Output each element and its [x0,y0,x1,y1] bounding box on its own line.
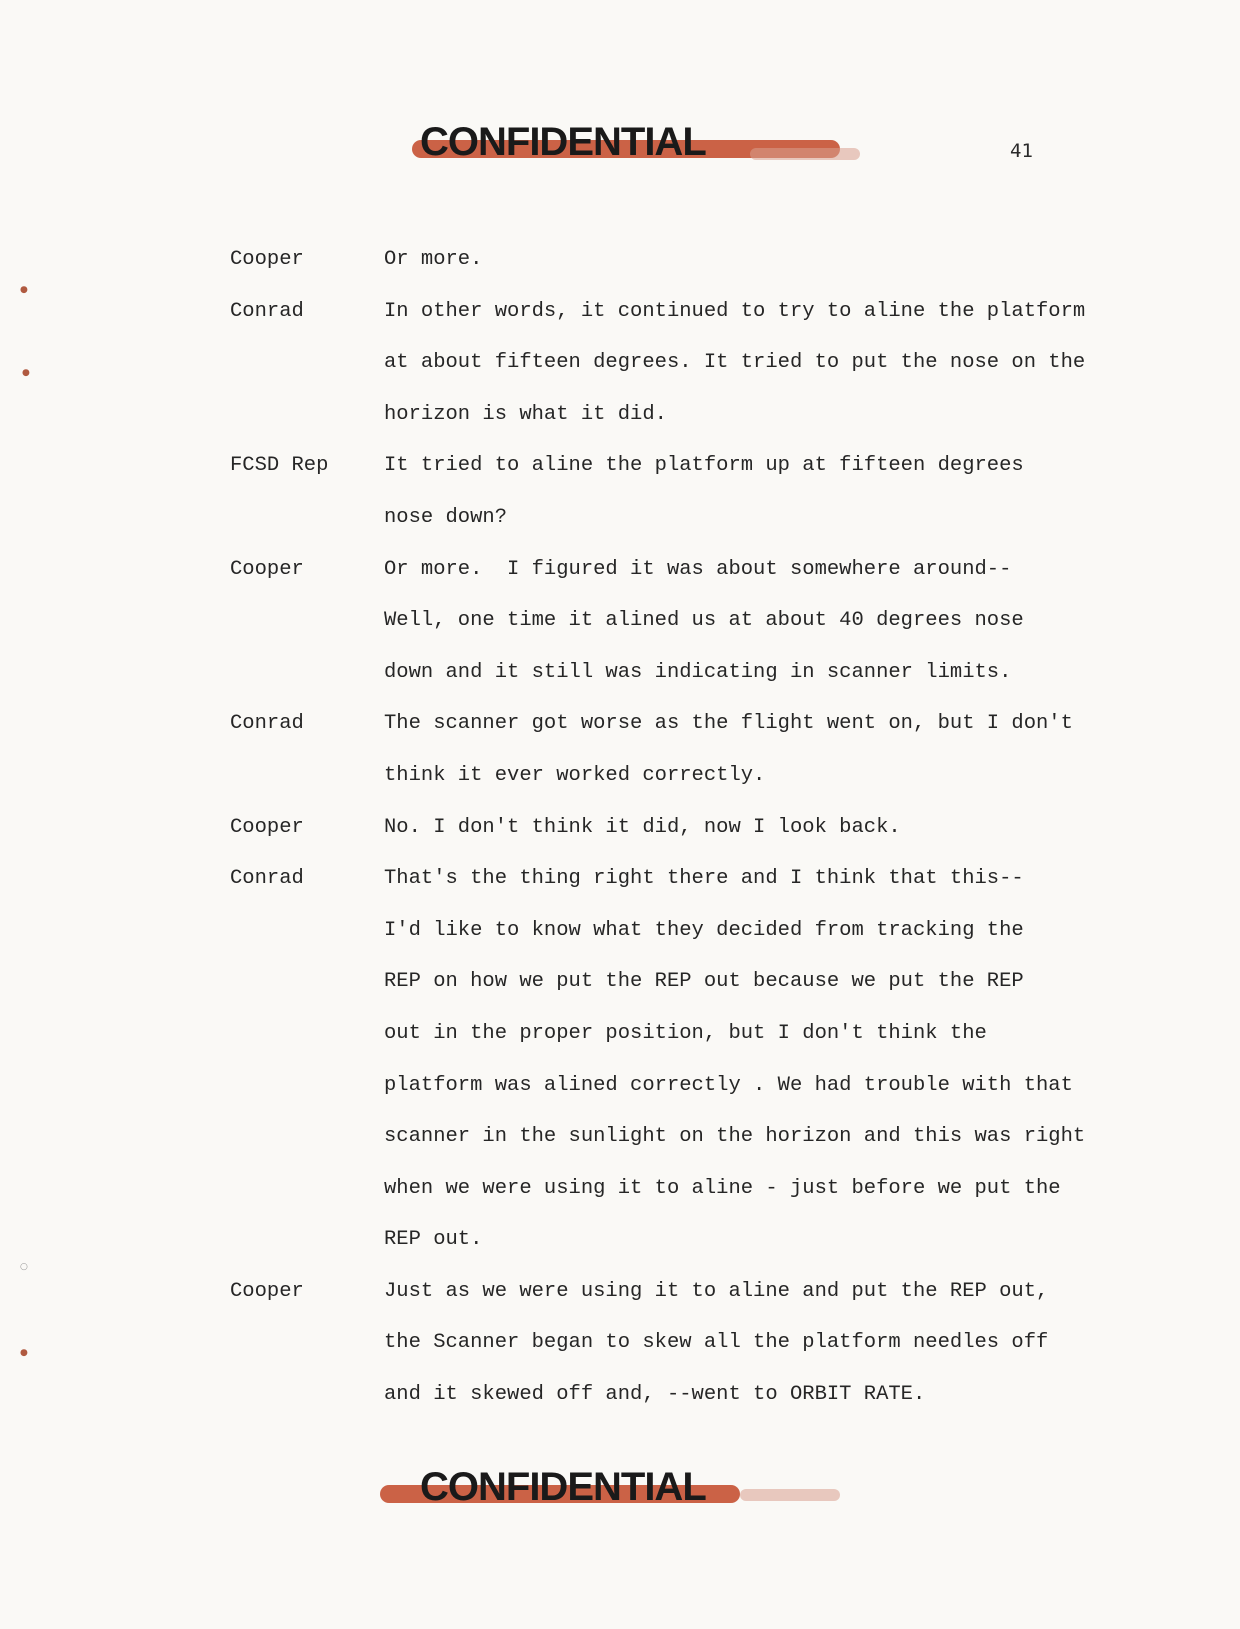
speaker-label: Conrad [230,867,304,891]
line-text: The scanner got worse as the flight went on, but I don't [384,712,1073,736]
confidential-stamp-top [420,122,706,162]
transcript-line [0,970,1240,1022]
transcript-line [0,1074,1240,1126]
transcript-line [0,1125,1240,1177]
transcript-line [0,867,1240,919]
confidential-stamp-bottom [420,1467,706,1507]
line-text: That's the thing right there and I think that this-- [384,867,1024,891]
line-text: Just as we were using it to aline and put the REP out, [384,1279,1049,1303]
speaker-label: Conrad [230,299,304,323]
line-text: down and it still was indicating in scanner limits. [384,660,1012,684]
line-text: REP on how we put the REP out because we put the REP [384,970,1024,994]
line-text: and it skewed off and, --went to ORBIT RATE. [384,1383,926,1407]
margin-speck: ● [20,285,28,295]
line-text: Or more. [384,248,483,271]
line-text: think it ever worked correctly. [384,763,766,787]
transcript-line [0,712,1240,764]
line-text: when we were using it to aline - just before we put the [384,1176,1061,1200]
transcript-line [0,919,1240,971]
red-smear-faded [750,148,860,160]
line-text: the Scanner began to skew all the platform needles off [384,1331,1049,1355]
transcript-line [0,1383,1240,1435]
line-text: out in the proper position, but I don't think the [384,1021,987,1045]
speaker-label: Cooper [230,557,304,581]
transcript-line [0,609,1240,661]
margin-speck: ● [20,1348,28,1358]
transcript-line [0,506,1240,558]
transcript-line [0,1177,1240,1229]
transcript [0,248,1240,1435]
line-text: Or more. I figured it was about somewhere around-- [384,557,1012,581]
speaker-label: Cooper [230,248,304,271]
line-text: No. I don't think it did, now I look back. [384,815,901,839]
transcript-line [0,403,1240,455]
confidential-stamp-text: CONFIDENTIAL [420,120,706,164]
line-text: REP out. [384,1228,483,1252]
line-text: Well, one time it alined us at about 40 degrees nose [384,609,1024,633]
transcript-line [0,300,1240,352]
page-number: 41 [1010,140,1033,162]
line-text: horizon is what it did. [384,402,667,426]
line-text: scanner in the sunlight on the horizon and this was right [384,1125,1086,1149]
line-text: It tried to aline the platform up at fifteen degrees [384,454,1024,478]
speaker-label: Conrad [230,712,304,736]
line-text: at about fifteen degrees. It tried to put the nose on the [384,351,1086,375]
transcript-line [0,351,1240,403]
transcript-line [0,558,1240,610]
confidential-stamp-text: CONFIDENTIAL [420,1465,706,1509]
speaker-label: FCSD Rep [230,454,329,478]
speaker-label: Cooper [230,815,304,839]
transcript-line [0,1331,1240,1383]
speaker-label: Cooper [230,1279,304,1303]
transcript-line [0,816,1240,868]
transcript-line [0,1228,1240,1280]
margin-speck: ○ [20,1262,28,1272]
line-text: platform was alined correctly . We had trouble with that [384,1073,1073,1097]
line-text: nose down? [384,505,508,529]
line-text: In other words, it continued to try to aline the platform [384,299,1086,323]
transcript-line [0,764,1240,816]
transcript-line [0,661,1240,713]
margin-speck: ● [22,368,30,378]
red-smear-faded [740,1489,840,1501]
transcript-line [0,1022,1240,1074]
transcript-line [0,454,1240,506]
transcript-line [0,1280,1240,1332]
line-text: I'd like to know what they decided from tracking the [384,918,1024,942]
transcript-line [0,248,1240,300]
